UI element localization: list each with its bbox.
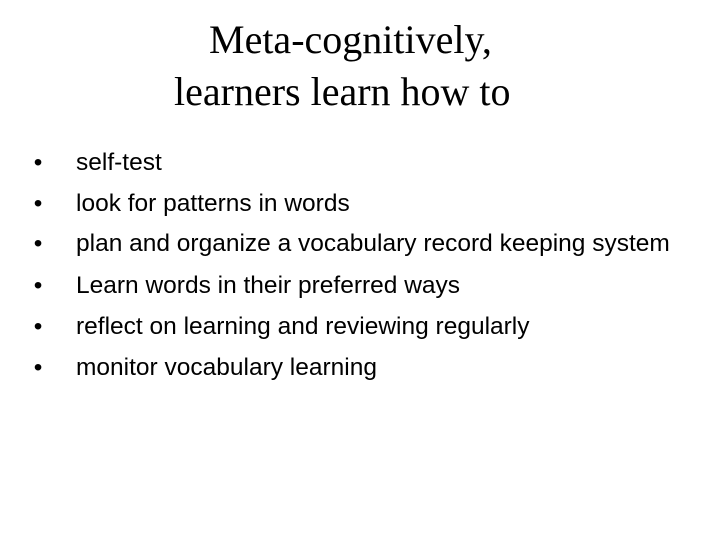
list-item [28,265,708,306]
bullet-icon: • [33,230,43,257]
bullet-icon: • [33,354,43,381]
bullet-text: Learn words in their preferred ways [76,272,461,299]
list-item [28,224,708,265]
bullet-text: look for patterns in words [76,190,350,217]
bullet-text: plan and organize a vocabulary record keeping system [76,230,670,257]
bullet-text: reflect on learning and reviewing regularly [76,313,530,340]
bullet-list [28,142,708,388]
title-line-2: learners learn how to [174,69,511,114]
bullet-text: monitor vocabulary learning [76,354,377,381]
bullet-icon: • [33,149,43,176]
bullet-icon: • [33,272,43,299]
list-item [28,306,708,347]
title-line-1: Meta-cognitively, [209,17,492,62]
list-item [28,183,708,224]
bullet-icon: • [33,190,43,217]
bullet-text: self-test [76,149,162,176]
list-item [28,142,708,183]
list-item [28,347,708,388]
bullet-icon: • [33,313,43,340]
slide-title [0,14,720,118]
